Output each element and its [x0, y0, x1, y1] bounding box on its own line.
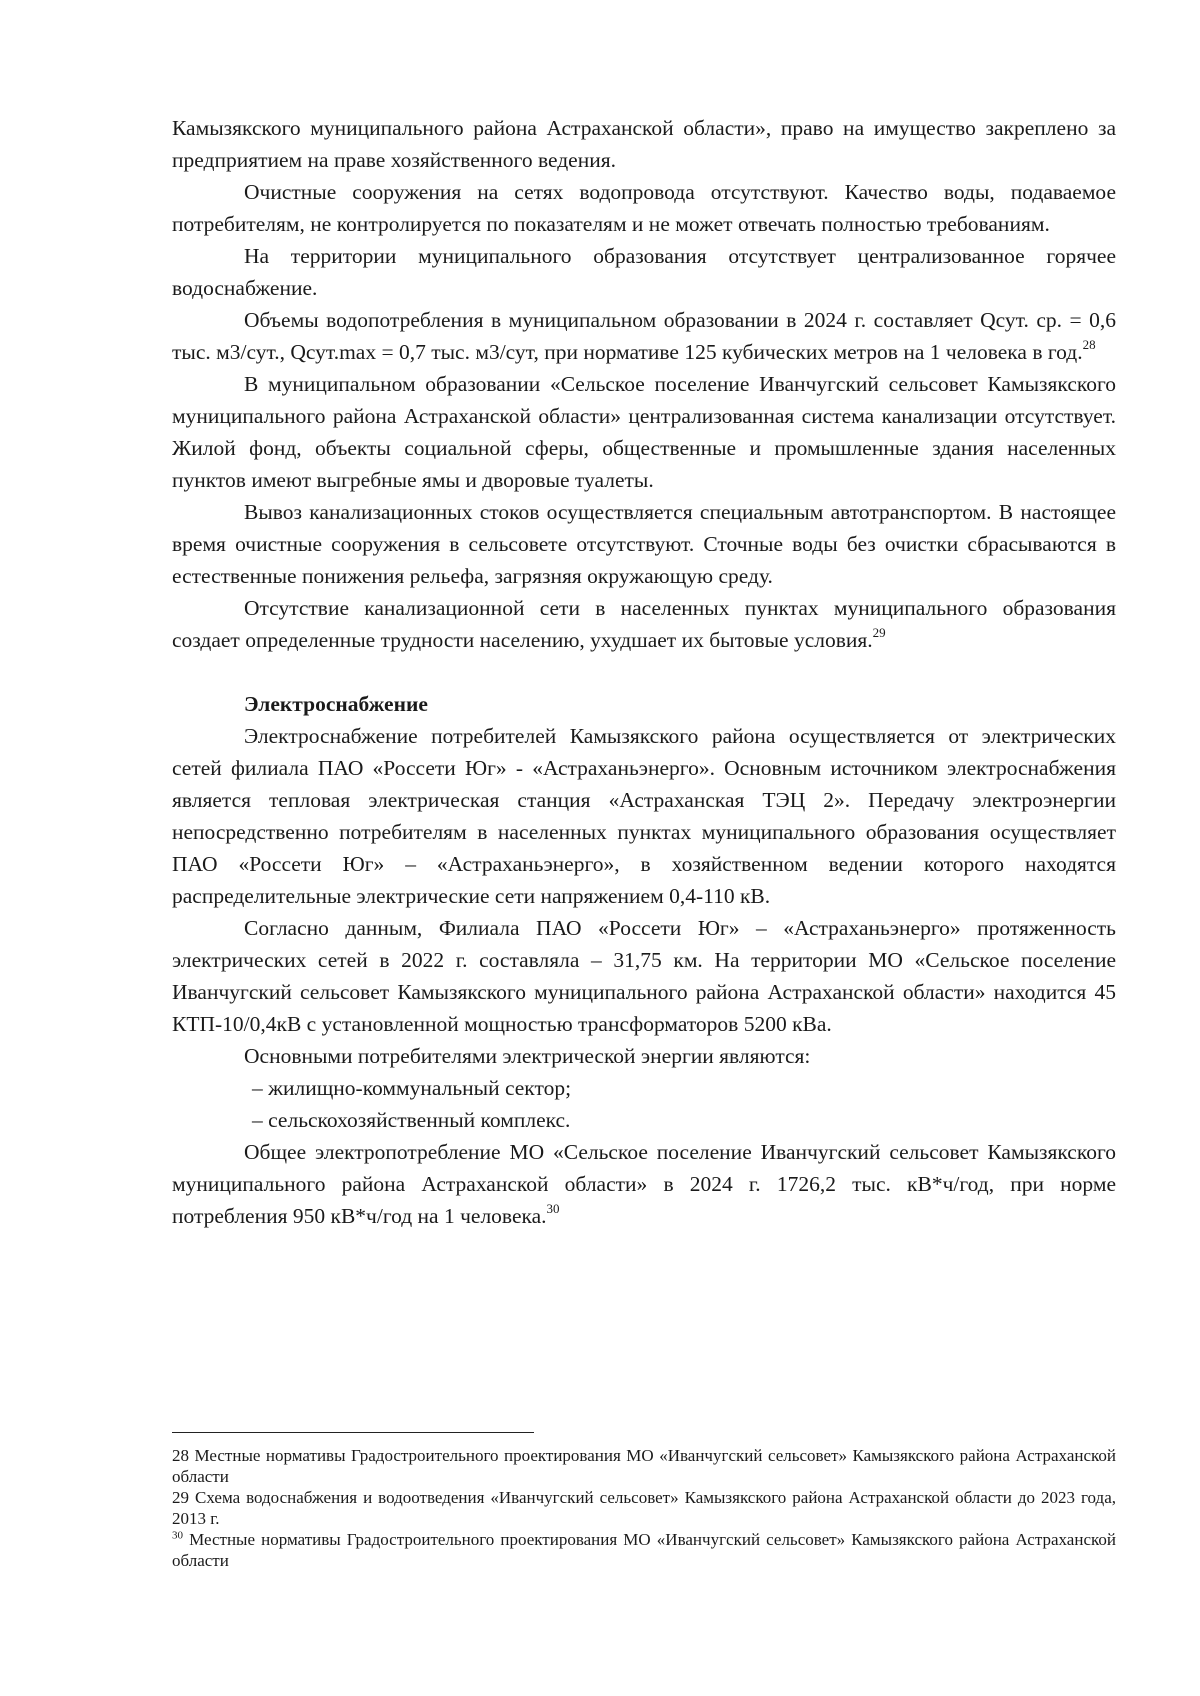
footnotes-section [172, 1432, 1116, 1571]
footnote [172, 1445, 1116, 1487]
paragraph-text: Очистные сооружения на сетях водопровода отсутствуют. Качество воды, подаваемое потребителям, не контролируется по показателям и не может отвечать полностью требованиям. [172, 180, 1116, 236]
paragraph [172, 1040, 1116, 1072]
footnote [172, 1529, 1116, 1571]
paragraph-text: Основными потребителями электрической энергии являются: [244, 1044, 811, 1068]
paragraph [172, 240, 1116, 304]
paragraph [172, 1136, 1116, 1232]
paragraph [172, 176, 1116, 240]
paragraph [172, 912, 1116, 1040]
paragraph [172, 720, 1116, 912]
paragraph-text: Вывоз канализационных стоков осуществляется специальным автотранспортом. В настоящее время очистные сооружения в сельсовете отсутствуют. Сточные воды без очистки сбрасываются в естественные понижения рельефа, загрязняя окружающую среду. [172, 500, 1116, 588]
footnote-number: 30 [172, 1529, 183, 1542]
footnote-ref: 29 [872, 624, 886, 640]
list-item [172, 1104, 1116, 1136]
document-body [172, 112, 1116, 1232]
list-item-text: – жилищно-коммунальный сектор; [252, 1076, 572, 1100]
paragraph [172, 368, 1116, 496]
footnote-text: Местные нормативы Градостроительного проектирования МО «Иванчугский сельсовет» Камызякского района Астраханской области [172, 1530, 1116, 1570]
footnote-text: Местные нормативы Градостроительного проектирования МО «Иванчугский сельсовет» Камызякского района Астраханской области [172, 1446, 1116, 1486]
paragraph [172, 592, 1116, 656]
footnote-text: Схема водоснабжения и водоотведения «Иванчугский сельсовет» Камызякского района Астраханской области до 2023 года, 2013 г. [172, 1488, 1116, 1528]
paragraph-text: Объемы водопотребления в муниципальном образовании в 2024 г. составляет Qсут. ср. = 0,6 тыс. м3/сут., Qсут.max = 0,7 тыс. м3/сут, при нормативе 125 кубических метров на 1 человека в год. [172, 308, 1116, 364]
footnote-ref: 30 [546, 1200, 560, 1216]
section-heading: Электроснабжение [244, 692, 428, 716]
paragraph-text: Камызякского муниципального района Астраханской области», право на имущество закреплено за предприятием на праве хозяйственного ведения. [172, 116, 1116, 172]
paragraph-text: На территории муниципального образования отсутствует централизованное горячее водоснабжение. [172, 244, 1116, 300]
footnote-number: 29 [172, 1488, 189, 1507]
paragraph-text: Электроснабжение потребителей Камызякского района осуществляется от электрических сетей филиала ПАО «Россети Юг» - «Астраханьэнерго». Основным источником электроснабжения является тепловая электрическая станция «Астраханская ТЭЦ 2». Передачу электроэнергии непосредственно потребителям в населенных пунктах муниципального образования осуществляет ПАО «Россети Юг» – «Астраханьэнерго», в хозяйственном ведении которого находятся распределительные электрические сети напряжением 0,4-110 кВ. [172, 724, 1116, 908]
paragraph [172, 112, 1116, 176]
footnote-ref: 28 [1082, 336, 1096, 352]
paragraph-text: Общее электропотребление МО «Сельское поселение Иванчугский сельсовет Камызякского муниципального района Астраханской области» в 2024 г. 1726,2 тыс. кВ*ч/год, при норме потребления 950 кВ*ч/год на 1 человека. [172, 1140, 1116, 1228]
footnote [172, 1487, 1116, 1529]
paragraph-text: В муниципальном образовании «Сельское поселение Иванчугский сельсовет Камызякского муниципального района Астраханской области» централизованная система канализации отсутствует. Жилой фонд, объекты социальной сферы, общественные и промышленные здания населенных пунктов имеют выгребные ямы и дворовые туалеты. [172, 372, 1116, 492]
paragraph [172, 496, 1116, 592]
paragraph-text: Согласно данным, Филиала ПАО «Россети Юг» – «Астраханьэнерго» протяженность электрических сетей в 2022 г. составляла – 31,75 км. На территории МО «Сельское поселение Иванчугский сельсовет Камызякского муниципального района Астраханской области» находится 45 КТП-10/0,4кВ с установленной мощностью трансформаторов 5200 кВа. [172, 916, 1116, 1036]
footnote-number: 28 [172, 1446, 189, 1465]
paragraph-text: Отсутствие канализационной сети в населенных пунктах муниципального образования создает определенные трудности населению, ухудшает их бытовые условия. [172, 596, 1116, 652]
list-item-text: – сельскохозяйственный комплекс. [252, 1108, 571, 1132]
paragraph [172, 304, 1116, 368]
footnote-divider [172, 1432, 534, 1433]
list-item [172, 1072, 1116, 1104]
